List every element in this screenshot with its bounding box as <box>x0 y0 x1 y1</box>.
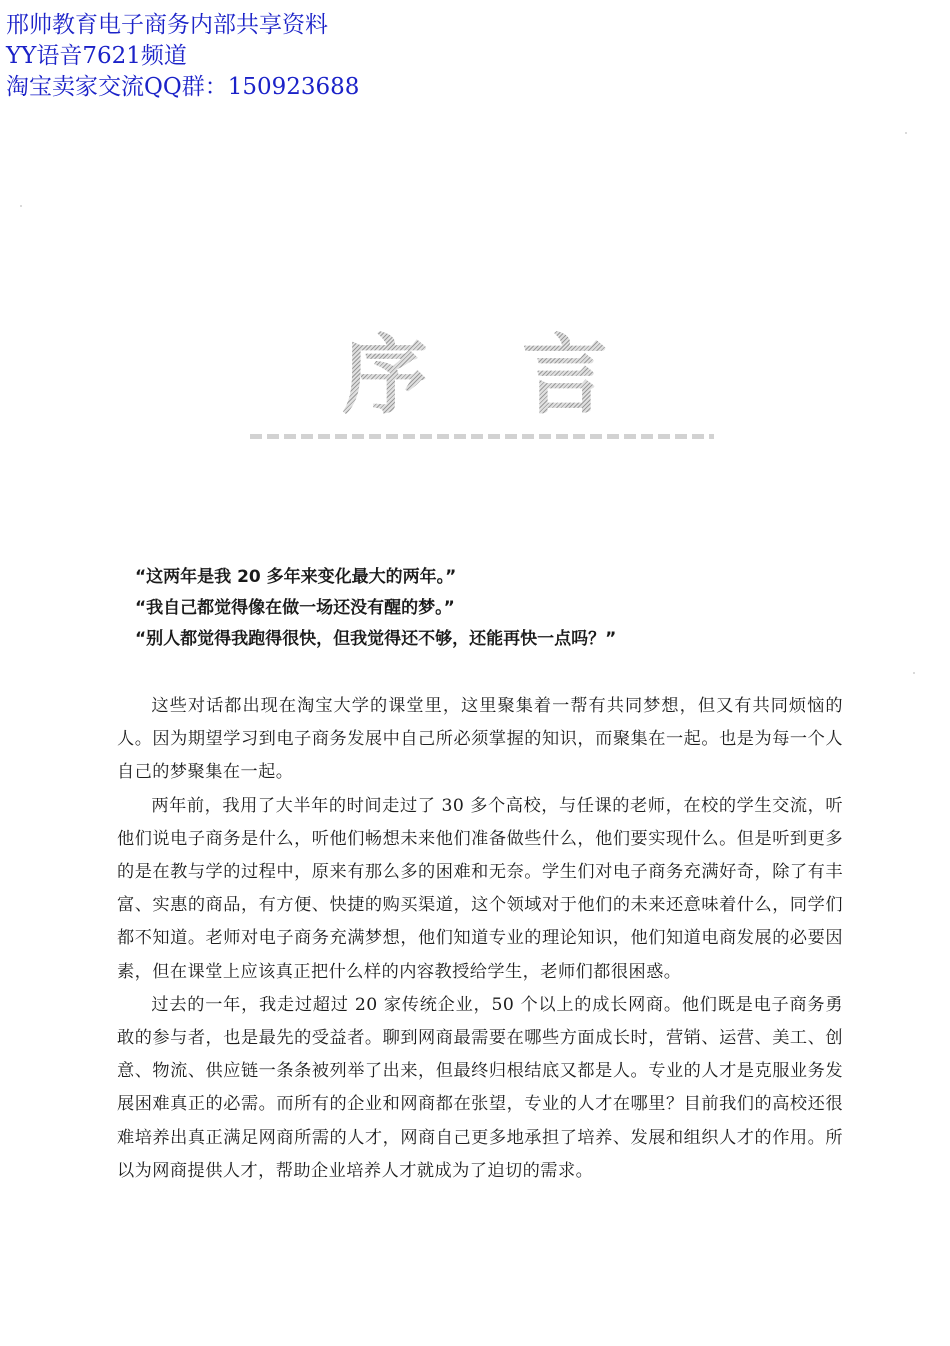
paragraph: 过去的一年，我走过超过 20 家传统企业，50 个以上的成长网商。他们既是电子商务勇敢的参与者，也是最先的受益者。聊到网商最需要在哪些方面成长时，营销、运营、美工、创意、物流、供应链一条条被列举了出来，但最终归根结底又都是人。专业的人才是克服业务发展困难真正的必需。而所有的企业和网商都在张望，专业的人才在哪里？目前我们的高校还很难培养出真正满足网商所需的人才，网商自己更多地承担了培养、发展和组织人才的作用。所以为网商提供人才，帮助企业培养人才就成为了迫切的需求。 <box>117 994 843 1181</box>
chapter-title-char-1: 序 <box>342 306 428 430</box>
scan-speck <box>905 132 907 134</box>
opening-quotes <box>135 562 835 655</box>
paragraph: 两年前，我用了大半年的时间走过了 30 多个高校，与任课的老师，在校的学生交流，听他们说电子商务是什么，听他们畅想未来他们准备做些什么，他们要实现什么。但是听到更多的是在教与学的过程中，原来有那么多的困难和无奈。学生们对电子商务充满好奇，除了有丰富、实惠的商品，有方便、快捷的购买渠道，这个领域对于他们的未来还意味着什么，同学们都不知道。老师对电子商务充满梦想，他们知道专业的理论知识，他们知道电商发展的必要因素，但在课堂上应该真正把什么样的内容教授给学生，老师们都很困惑。 <box>117 795 843 982</box>
quote-line: “别人都觉得我跑得很快，但我觉得还不够，还能再快一点吗？” <box>135 629 617 649</box>
quote-line: “这两年是我 20 多年来变化最大的两年。” <box>135 567 457 587</box>
watermark-line-1: 邢帅教育电子商务内部共享资料 <box>6 12 328 38</box>
paragraph: 这些对话都出现在淘宝大学的课堂里，这里聚集着一帮有共同梦想，但又有共同烦恼的人。因为期望学习到电子商务发展中自己所必须掌握的知识，而聚集在一起。也是为每一个人自己的梦聚集在一起。 <box>117 696 843 783</box>
chapter-title-char-2: 言 <box>522 306 608 430</box>
title-underline-divider <box>250 434 714 439</box>
chapter-title <box>320 318 630 426</box>
scan-speck <box>913 672 915 674</box>
watermark-line-3: 淘宝卖家交流QQ群：150923688 <box>6 74 360 100</box>
scan-speck <box>20 205 22 207</box>
watermark <box>6 10 359 103</box>
quote-line: “我自己都觉得像在做一场还没有醒的梦。” <box>135 598 455 618</box>
preface-body <box>117 690 843 1188</box>
watermark-line-2: YY语音7621频道 <box>6 43 187 69</box>
